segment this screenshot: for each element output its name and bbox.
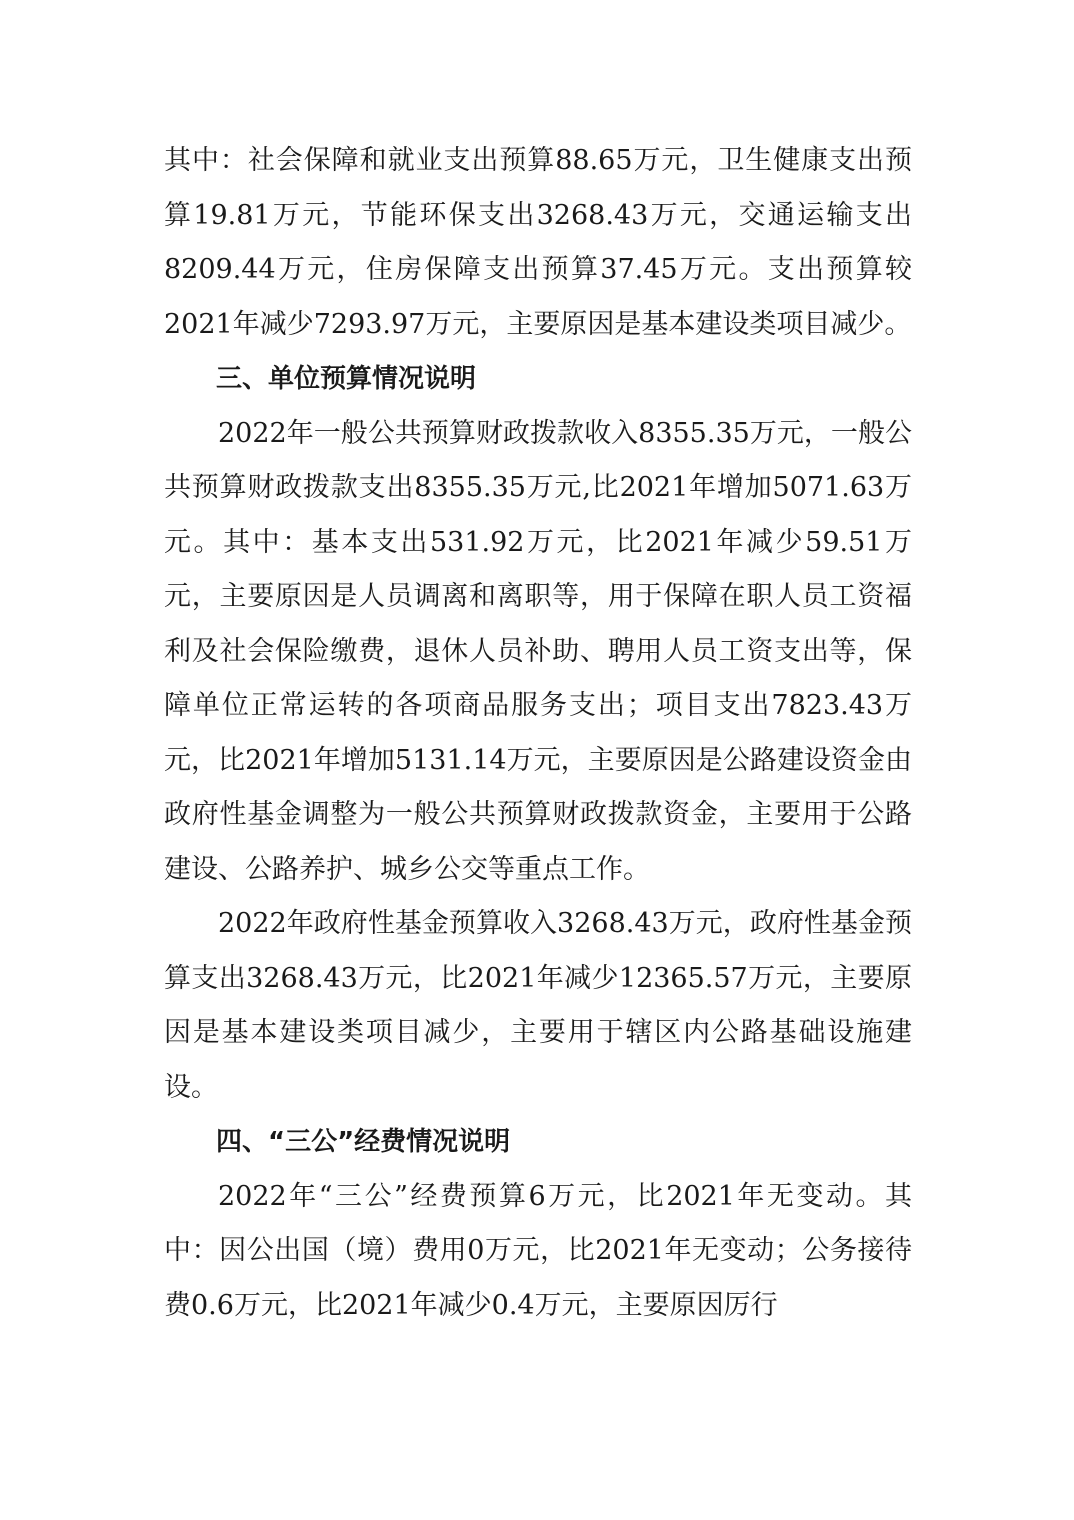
section-heading-three-public: 四、“三公”经费情况说明 [216,1127,511,1157]
section-heading-unit-budget: 三、单位预算情况说明 [216,364,477,394]
document-page [164,134,912,1333]
paragraph-general-budget: 2022年一般公共预算财政拨款收入8355.35万元，一般公共预算财政拨款支出8355.35万元,比2021年增加5071.63万元。其中：基本支出531.92万元，比2021年减少59.51万元，主要原因是人员调离和离职等，用于保障在职人员工资福利及社会保险缴费，退休人员补助、聘用人员工资支出等，保障单位正常运转的各项商品服务支出；项目支出7823.43万元，比2021年增加5131.14万元，主要原因是公路建设资金由政府性基金调整为一般公共预算财政拨款资金，主要用于公路建设、公路养护、城乡公交等重点工作。 [164,417,912,885]
paragraph-government-fund: 2022年政府性基金预算收入3268.43万元，政府性基金预算支出3268.43万元，比2021年减少12365.57万元，主要原因是基本建设类项目减少，主要用于辖区内公路基础设施建设。 [164,908,912,1103]
paragraph-social-security: 其中：社会保障和就业支出预算88.65万元，卫生健康支出预算19.81万元，节能环保支出3268.43万元，交通运输支出8209.44万元，住房保障支出预算37.45万元。支出预算较2021年减少7293.97万元，主要原因是基本建设类项目减少。 [164,145,912,340]
paragraph-three-public-budget: 2022年“三公”经费预算6万元，比2021年无变动。其中：因公出国（境）费用0万元，比2021年无变动；公务接待费0.6万元，比2021年减少0.4万元，主要原因厉行 [164,1180,912,1321]
